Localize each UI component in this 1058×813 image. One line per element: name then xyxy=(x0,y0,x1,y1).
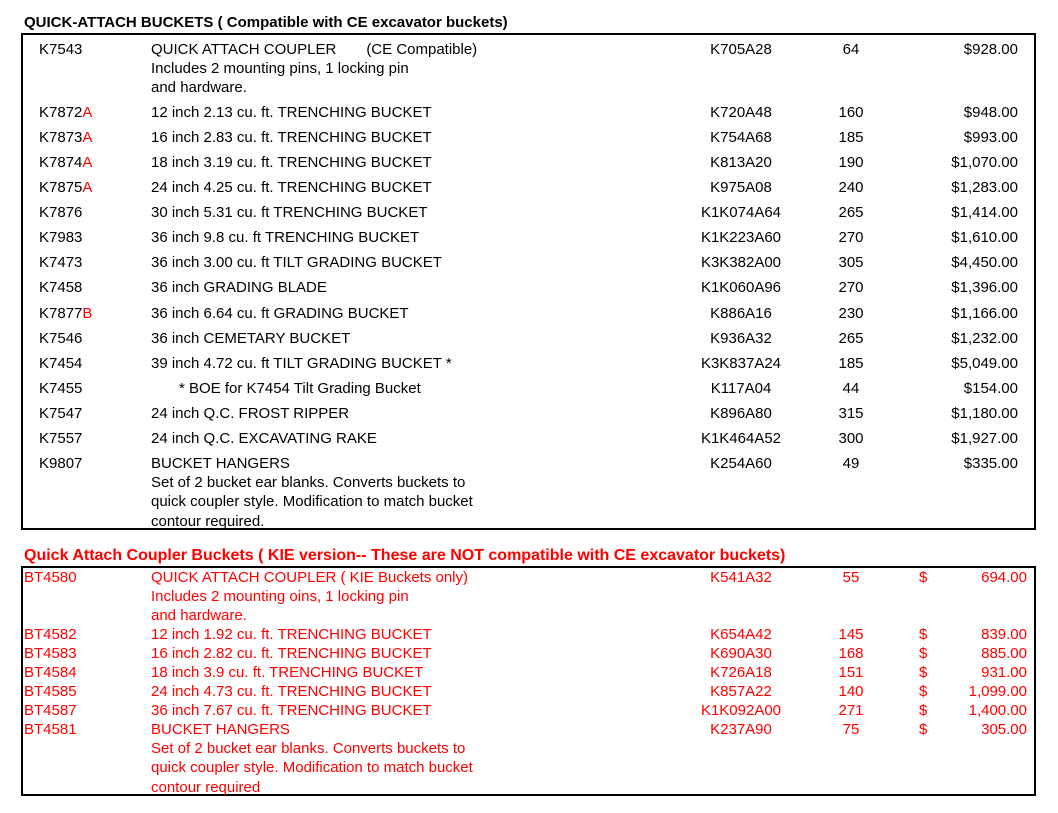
item-code-number: K7877 xyxy=(39,305,83,322)
price: $1,610.00 xyxy=(951,229,1018,246)
part-number: K254A60 xyxy=(710,455,772,472)
price: $1,070.00 xyxy=(951,154,1018,171)
item-code xyxy=(39,128,92,147)
weight: 64 xyxy=(842,41,860,58)
item-code-number: K7557 xyxy=(39,430,83,447)
price: $1,927.00 xyxy=(951,430,1018,447)
item-code xyxy=(39,354,82,373)
item-code-number: K7873 xyxy=(39,129,83,146)
item-code-number: K7543 xyxy=(39,41,83,58)
item-code-number: K7454 xyxy=(39,355,83,372)
part-number: K3K382A00 xyxy=(700,254,782,271)
part-number: K1K092A00 xyxy=(700,702,782,719)
section-title-kie: Quick Attach Coupler Buckets ( KIE version-- These are NOT compatible with CE excavator buckets) xyxy=(24,547,786,564)
item-description xyxy=(151,278,327,297)
currency-symbol: $ xyxy=(919,569,928,586)
item-code-suffix: A xyxy=(82,154,93,171)
description-line: QUICK ATTACH COUPLER ( KIE Buckets only) xyxy=(151,569,469,586)
description-note: contour required. xyxy=(151,512,265,530)
price: $1,396.00 xyxy=(951,279,1018,296)
part-number: K720A48 xyxy=(710,104,772,121)
item-code xyxy=(39,429,82,448)
price-amount: 885.00 xyxy=(981,645,1027,662)
weight: 49 xyxy=(842,455,860,472)
price-amount: 1,099.00 xyxy=(968,683,1027,700)
currency-symbol: $ xyxy=(919,664,928,681)
compatibility-tag: (CE Compatible) xyxy=(366,41,478,58)
part-number: K754A68 xyxy=(710,129,772,146)
item-code xyxy=(39,203,82,222)
item-code xyxy=(39,253,82,272)
item-code xyxy=(39,379,82,398)
currency-symbol: $ xyxy=(919,645,928,662)
item-code xyxy=(39,304,92,323)
description-line: 24 inch 4.25 cu. ft. TRENCHING BUCKET xyxy=(151,179,432,196)
description-line: 12 inch 2.13 cu. ft. TRENCHING BUCKET xyxy=(151,104,432,121)
currency-symbol: $ xyxy=(919,626,928,643)
price: $1,180.00 xyxy=(951,405,1018,422)
description-line: 16 inch 2.82 cu. ft. TRENCHING BUCKET xyxy=(151,645,432,662)
item-code xyxy=(39,178,92,197)
description-line: QUICK ATTACH COUPLER xyxy=(151,41,337,58)
item-description xyxy=(151,203,427,222)
price-amount: 305.00 xyxy=(981,721,1027,738)
weight: 151 xyxy=(838,664,864,681)
price: $4,450.00 xyxy=(951,254,1018,271)
description-note: and hardware. xyxy=(151,79,247,97)
item-code: BT4584 xyxy=(24,664,77,681)
weight: 145 xyxy=(838,626,864,643)
description-line: 24 inch Q.C. EXCAVATING RAKE xyxy=(151,430,377,447)
price: $1,166.00 xyxy=(951,305,1018,322)
item-code xyxy=(39,228,82,247)
item-description xyxy=(151,178,432,197)
weight: 75 xyxy=(842,721,860,738)
item-description xyxy=(151,228,419,247)
part-number: K1K464A52 xyxy=(700,430,782,447)
price: $948.00 xyxy=(963,104,1018,121)
price: $335.00 xyxy=(963,455,1018,472)
description-line: 36 inch 7.67 cu. ft. TRENCHING BUCKET xyxy=(151,702,432,719)
item-code-suffix: A xyxy=(82,129,93,146)
currency-symbol: $ xyxy=(919,721,928,738)
item-description xyxy=(151,644,432,663)
item-description xyxy=(151,625,432,644)
weight: 271 xyxy=(838,702,864,719)
description-line: 16 inch 2.83 cu. ft. TRENCHING BUCKET xyxy=(151,129,432,146)
price: $1,232.00 xyxy=(951,330,1018,347)
price: $154.00 xyxy=(963,380,1018,397)
item-code-number: K7875 xyxy=(39,179,83,196)
item-description xyxy=(151,568,468,626)
weight: 160 xyxy=(838,104,864,121)
weight: 185 xyxy=(838,129,864,146)
description-note: Set of 2 bucket ear blanks. Converts buckets to xyxy=(151,474,466,492)
kie-bucket-table xyxy=(21,566,1036,796)
description-line: 24 inch Q.C. FROST RIPPER xyxy=(151,405,350,422)
currency-symbol: $ xyxy=(919,702,928,719)
part-number: K886A16 xyxy=(710,305,772,322)
description-note: quick coupler style. Modification to match bucket xyxy=(151,759,473,777)
description-line: 39 inch 4.72 cu. ft TILT GRADING BUCKET * xyxy=(151,355,452,372)
item-code-number: K9807 xyxy=(39,455,83,472)
weight: 190 xyxy=(838,154,864,171)
item-code: BT4583 xyxy=(24,645,77,662)
item-code xyxy=(39,278,82,297)
section-title-ce: QUICK-ATTACH BUCKETS ( Compatible with CE excavator buckets) xyxy=(24,14,508,31)
item-code-number: K7473 xyxy=(39,254,83,271)
part-number: K896A80 xyxy=(710,405,772,422)
part-number: K117A04 xyxy=(710,380,772,397)
item-code-number: K7876 xyxy=(39,204,83,221)
weight: 44 xyxy=(842,380,860,397)
ce-bucket-table xyxy=(21,33,1036,530)
item-code xyxy=(39,103,92,122)
weight: 270 xyxy=(838,279,864,296)
part-number: K975A08 xyxy=(710,179,772,196)
description-line: BUCKET HANGERS xyxy=(151,455,290,472)
item-code: BT4582 xyxy=(24,626,77,643)
item-code-number: K7872 xyxy=(39,104,83,121)
item-description xyxy=(151,128,432,147)
price-amount: 839.00 xyxy=(981,626,1027,643)
price-amount: 1,400.00 xyxy=(968,702,1027,719)
price: $1,283.00 xyxy=(951,179,1018,196)
item-description xyxy=(151,354,452,373)
item-code xyxy=(39,404,82,423)
weight: 300 xyxy=(838,430,864,447)
description-note: contour required xyxy=(151,778,261,796)
item-code xyxy=(39,454,82,473)
description-line: 18 inch 3.19 cu. ft. TRENCHING BUCKET xyxy=(151,154,432,171)
item-code: BT4581 xyxy=(24,721,77,738)
description-line: 24 inch 4.73 cu. ft. TRENCHING BUCKET xyxy=(151,683,432,700)
part-number: K857A22 xyxy=(710,683,772,700)
item-code xyxy=(39,329,82,348)
item-code: BT4585 xyxy=(24,683,77,700)
weight: 305 xyxy=(838,254,864,271)
item-code xyxy=(39,40,82,59)
part-number: K936A32 xyxy=(710,330,772,347)
item-code: BT4587 xyxy=(24,702,77,719)
part-number: K690A30 xyxy=(710,645,772,662)
price-amount: 694.00 xyxy=(981,569,1027,586)
description-note: Set of 2 bucket ear blanks. Converts buckets to xyxy=(151,740,466,758)
weight: 168 xyxy=(838,645,864,662)
weight: 230 xyxy=(838,305,864,322)
part-number: K3K837A24 xyxy=(700,355,782,372)
item-code-number: K7455 xyxy=(39,380,83,397)
price: $5,049.00 xyxy=(951,355,1018,372)
item-description xyxy=(151,429,377,448)
description-line: * BOE for K7454 Tilt Grading Bucket xyxy=(179,380,421,397)
part-number: K705A28 xyxy=(710,41,772,58)
item-description xyxy=(151,663,423,682)
weight: 315 xyxy=(838,405,864,422)
item-code: BT4580 xyxy=(24,569,77,586)
weight: 55 xyxy=(842,569,860,586)
item-description xyxy=(151,153,432,172)
item-code-suffix: A xyxy=(82,179,93,196)
item-code-number: K7458 xyxy=(39,279,83,296)
item-code-suffix: A xyxy=(82,104,93,121)
item-description xyxy=(151,304,409,323)
part-number: K654A42 xyxy=(710,626,772,643)
description-line: 18 inch 3.9 cu. ft. TRENCHING BUCKET xyxy=(151,664,424,681)
description-note: quick coupler style. Modification to match bucket xyxy=(151,493,473,511)
description-note: Includes 2 mounting pins, 1 locking pin xyxy=(151,60,409,78)
part-number: K813A20 xyxy=(710,154,772,171)
description-line: 30 inch 5.31 cu. ft TRENCHING BUCKET xyxy=(151,204,428,221)
item-code-number: K7546 xyxy=(39,330,83,347)
item-code-number: K7874 xyxy=(39,154,83,171)
weight: 265 xyxy=(838,204,864,221)
price: $1,414.00 xyxy=(951,204,1018,221)
weight: 185 xyxy=(838,355,864,372)
price: $993.00 xyxy=(963,129,1018,146)
item-description xyxy=(151,454,473,531)
description-note: Includes 2 mounting oins, 1 locking pin xyxy=(151,588,409,606)
part-number: K1K060A96 xyxy=(700,279,782,296)
item-description xyxy=(151,701,432,720)
item-code-suffix: B xyxy=(82,305,93,322)
weight: 140 xyxy=(838,683,864,700)
part-number: K1K223A60 xyxy=(700,229,782,246)
item-description xyxy=(151,253,442,272)
part-number: K541A32 xyxy=(710,569,772,586)
item-description xyxy=(151,404,349,423)
item-description xyxy=(151,379,421,398)
description-line: 36 inch 6.64 cu. ft GRADING BUCKET xyxy=(151,305,409,322)
description-line: 36 inch GRADING BLADE xyxy=(151,279,327,296)
description-line: 36 inch 9.8 cu. ft TRENCHING BUCKET xyxy=(151,229,420,246)
description-line: 36 inch 3.00 cu. ft TILT GRADING BUCKET xyxy=(151,254,442,271)
item-code xyxy=(39,153,92,172)
description-line: 36 inch CEMETARY BUCKET xyxy=(151,330,351,347)
description-line: 12 inch 1.92 cu. ft. TRENCHING BUCKET xyxy=(151,626,432,643)
item-description xyxy=(151,682,432,701)
description-line: BUCKET HANGERS xyxy=(151,721,290,738)
currency-symbol: $ xyxy=(919,683,928,700)
item-description xyxy=(151,103,432,122)
part-number: K1K074A64 xyxy=(700,204,782,221)
price-amount: 931.00 xyxy=(981,664,1027,681)
price: $928.00 xyxy=(963,41,1018,58)
item-code-number: K7983 xyxy=(39,229,83,246)
weight: 240 xyxy=(838,179,864,196)
part-number: K237A90 xyxy=(710,721,772,738)
item-description xyxy=(151,40,477,98)
item-description xyxy=(151,720,473,797)
description-note: and hardware. xyxy=(151,607,247,625)
item-description xyxy=(151,329,350,348)
part-number: K726A18 xyxy=(710,664,772,681)
weight: 270 xyxy=(838,229,864,246)
weight: 265 xyxy=(838,330,864,347)
item-code-number: K7547 xyxy=(39,405,83,422)
